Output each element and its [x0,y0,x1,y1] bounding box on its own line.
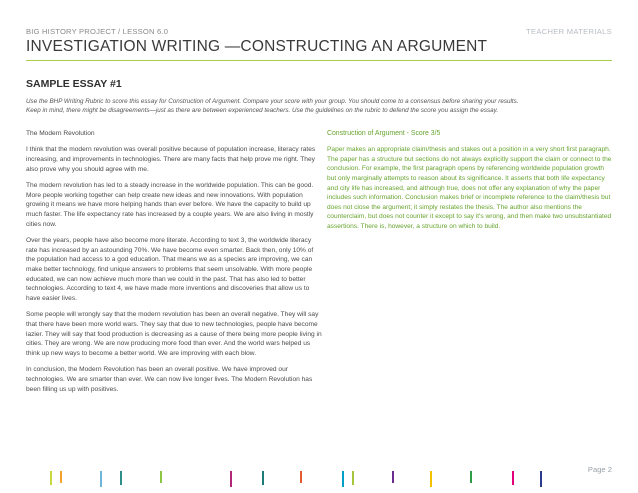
essay-paragraph: I think that the modern revolution was overall positive because of population increase, literacy rates increasing, and improvements in technologies. There are many facts that help prove me right. They also prove why you should agree with me. [26,146,316,173]
instructions-line-1: Use the BHP Writing Rubric to score this essay for Construction of Argument. Compare your score with your group. You should come to a consensus before sharing your results. [26,98,519,105]
title-rule [26,60,612,61]
instructions-line-2: Keep in mind, there might be disagreements—just as there are between experienced teachers. Use the guidelines on the rubric to defend the score you assign the essay. [26,107,499,115]
essay-paragraph: Over the years, people have also become more literate. According to text 3, the worldwide literacy rate has increased by an astounding 70%. We have become even smarter. Back then, only 10% of the population had access to a god education. That means we as a species are improving, we can make better technology, find unique answers to problems that seem unsolvable. With more people educated, we can now achieve much more than we could in the past. That has also led to better technologies. According to text 4, we have made more inventions and discoveries that allow us to have easier lives. [26,236,314,303]
decorative-bar [540,471,542,487]
decorative-bar [430,471,432,487]
decorative-bar [120,471,122,485]
decorative-bar [342,471,344,487]
decorative-bar [262,471,264,485]
teacher-materials-label: TEACHER MATERIALS [526,27,612,36]
essay-column [26,129,323,401]
rubric-column [327,129,614,232]
decorative-bar [60,471,62,483]
rubric-commentary: Paper makes an appropriate claim/thesis and stakes out a position in a very short first paragraph. The paper has a structure but sections do not always explicitly support the claim or connect to the conclusion. For example, the first paragraph opens by referencing worldwide population growth but only marginally attempts to reason about its significance. It asserts that both life expectancy and city life has increased, and although true, does not offer any explanation of why the paper includes such information. Conclusion makes brief or incomplete reference to the claim/thesis but does not close the argument; it simply restates the thesis. The author also mentions the counterclaim, but does not counter it except to say it's wrong, and then make two unsubstantiated assertions. There is, however, a structure on which to build. [327,146,612,230]
decorative-bar [352,471,354,485]
essay-paragraph: Some people will wrongly say that the modern revolution has been an overall negative. They will say that there have been more world wars. They say that due to new technologies, people have become lazier. They will say that food production is decreasing as a cause of there being more people living in cities. They are wrong. We are now producing more food than ever. And the world wars helped us think up new ways to become a better world. We are improving with each blow. [26,311,322,358]
essay-paragraph: In conclusion, the Modern Revolution has been an overall positive. We have improved our technologies. We are smarter than ever. We can now live longer lives. The Modern Revolution has been filling us up with positives. [26,366,313,393]
page-title: INVESTIGATION WRITING —CONSTRUCTING AN ARGUMENT [26,38,488,55]
decorative-bar [392,471,394,483]
section-title: SAMPLE ESSAY #1 [26,78,122,90]
decorative-bar [160,471,162,483]
page-number: Page 2 [587,465,612,474]
decorative-bar [50,471,52,485]
decorative-bar [230,471,232,487]
decorative-bar [512,471,514,485]
decorative-bar [100,471,102,487]
decorative-bar [300,471,302,483]
instructions [26,97,618,115]
rubric-score-title: Construction of Argument - Score 3/5 [327,130,441,137]
decorative-bar [470,471,472,483]
essay-paragraph: The modern revolution has led to a steady increase in the worldwide population. This can be good. More people working together can help create new ideas and new innovations. With population growing it means we have more helping hands than ever before. We have the capacity to build up much faster. The life expectancy rate has increased by a couple years. We are also living in mostly cities now. [26,181,314,228]
essay-title: The Modern Revolution [26,130,95,137]
decorative-color-bars [0,469,638,493]
lesson-kicker: BIG HISTORY PROJECT / LESSON 6.0 [26,27,169,36]
